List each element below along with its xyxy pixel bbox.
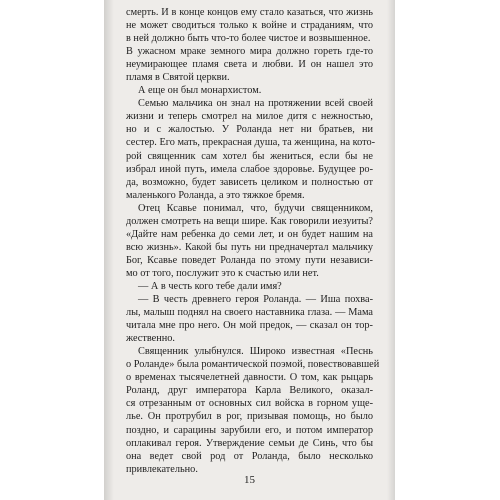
text-line: но и с жалостью. У Роланда нет ни братьев, ни: [126, 124, 373, 136]
text-line: Бог, Ксавье поведет Роланда по этому пути независи-: [126, 254, 373, 266]
text-line: должен смотреть на вещи шире. Как говорили иезуиты?: [126, 215, 373, 227]
text-line: привлекательно.: [126, 463, 198, 475]
page-edge-shadow: [387, 0, 395, 500]
text-line: о временах тысячелетней давности. О том, как рыцарь: [126, 372, 373, 384]
text-line: о Роланде» была романтической поэмой, повествовавшей: [126, 359, 380, 371]
text-line: Семью мальчика он знал на протяжении всей своей: [138, 98, 373, 110]
text-line: оплакивал героя. Утверждение семьи де Синь, что бы: [126, 437, 373, 449]
text-line: маленького Роланда, а это тяжкое бремя.: [126, 189, 305, 201]
body-text: [126, 6, 380, 476]
text-line: Роланд, друг императора Карла Великого, оказал-: [126, 385, 373, 397]
text-line: В ужасном мраке земного мира должно гореть где-то: [126, 46, 373, 58]
text-line: она ведет свой род от Роланда, было несколько: [126, 450, 373, 462]
text-line: читала мне про него. Он мой предок, — сказал он тор-: [126, 320, 373, 332]
book-page: [104, 0, 395, 500]
text-line: ся отрезанным от основных сил войска в горном уще-: [126, 398, 373, 410]
text-line: в ней должно быть что-то более чистое и возвышенное.: [126, 33, 371, 45]
text-line: Отец Ксавье понимал, что, будучи священником,: [138, 202, 373, 214]
text-line: лье. Он протрубил в рог, призывая помощь, но было: [126, 411, 373, 423]
text-line: А еще он был монархистом.: [138, 85, 262, 97]
text-line: «Дайте нам ребенка до семи лет, и он будет нашим на: [126, 228, 373, 240]
text-line: — А в честь кого тебе дали имя?: [138, 280, 282, 292]
page-gutter-shadow: [104, 0, 114, 500]
text-line: рой священник сам хотел бы жениться, если бы не: [126, 150, 373, 162]
text-line: избрал иной путь, имела слабое здоровье. Будущее ро-: [126, 163, 373, 175]
text-line: Священник улыбнулся. Широко известная «Песнь: [138, 346, 373, 358]
text-line: жественно.: [126, 333, 175, 345]
text-line: не может сводиться только к войне и страданиям, что: [126, 20, 373, 32]
page-number: 15: [244, 474, 255, 486]
text-line: лы, малыш поднял на своего наставника глаза. — Мама: [126, 307, 373, 319]
text-line: пламя в Святой церкви.: [126, 72, 230, 84]
text-line: поздно, и сарацины зарубили его, и потом император: [126, 424, 373, 436]
text-line: всю жизнь». Какой бы путь ни предначертал мальчику: [126, 241, 373, 253]
text-line: неумирающее пламя света и любви. И он нашел это: [126, 59, 373, 71]
text-line: да, возможно, будет зависеть целиком и полностью от: [126, 176, 373, 188]
text-line: жизни и теперь смотрел на милое дитя с нежностью,: [126, 111, 373, 123]
text-line: мо от того, послужит это к счастью или нет.: [126, 267, 319, 279]
text-line: сестер. Его мать, прекрасная душа, та женщина, на кото-: [126, 137, 376, 149]
text-line: — В честь древнего героя Роланда. — Иша похва-: [138, 294, 373, 306]
text-line: смерть. И в конце концов ему стало казаться, что жизнь: [126, 7, 373, 18]
